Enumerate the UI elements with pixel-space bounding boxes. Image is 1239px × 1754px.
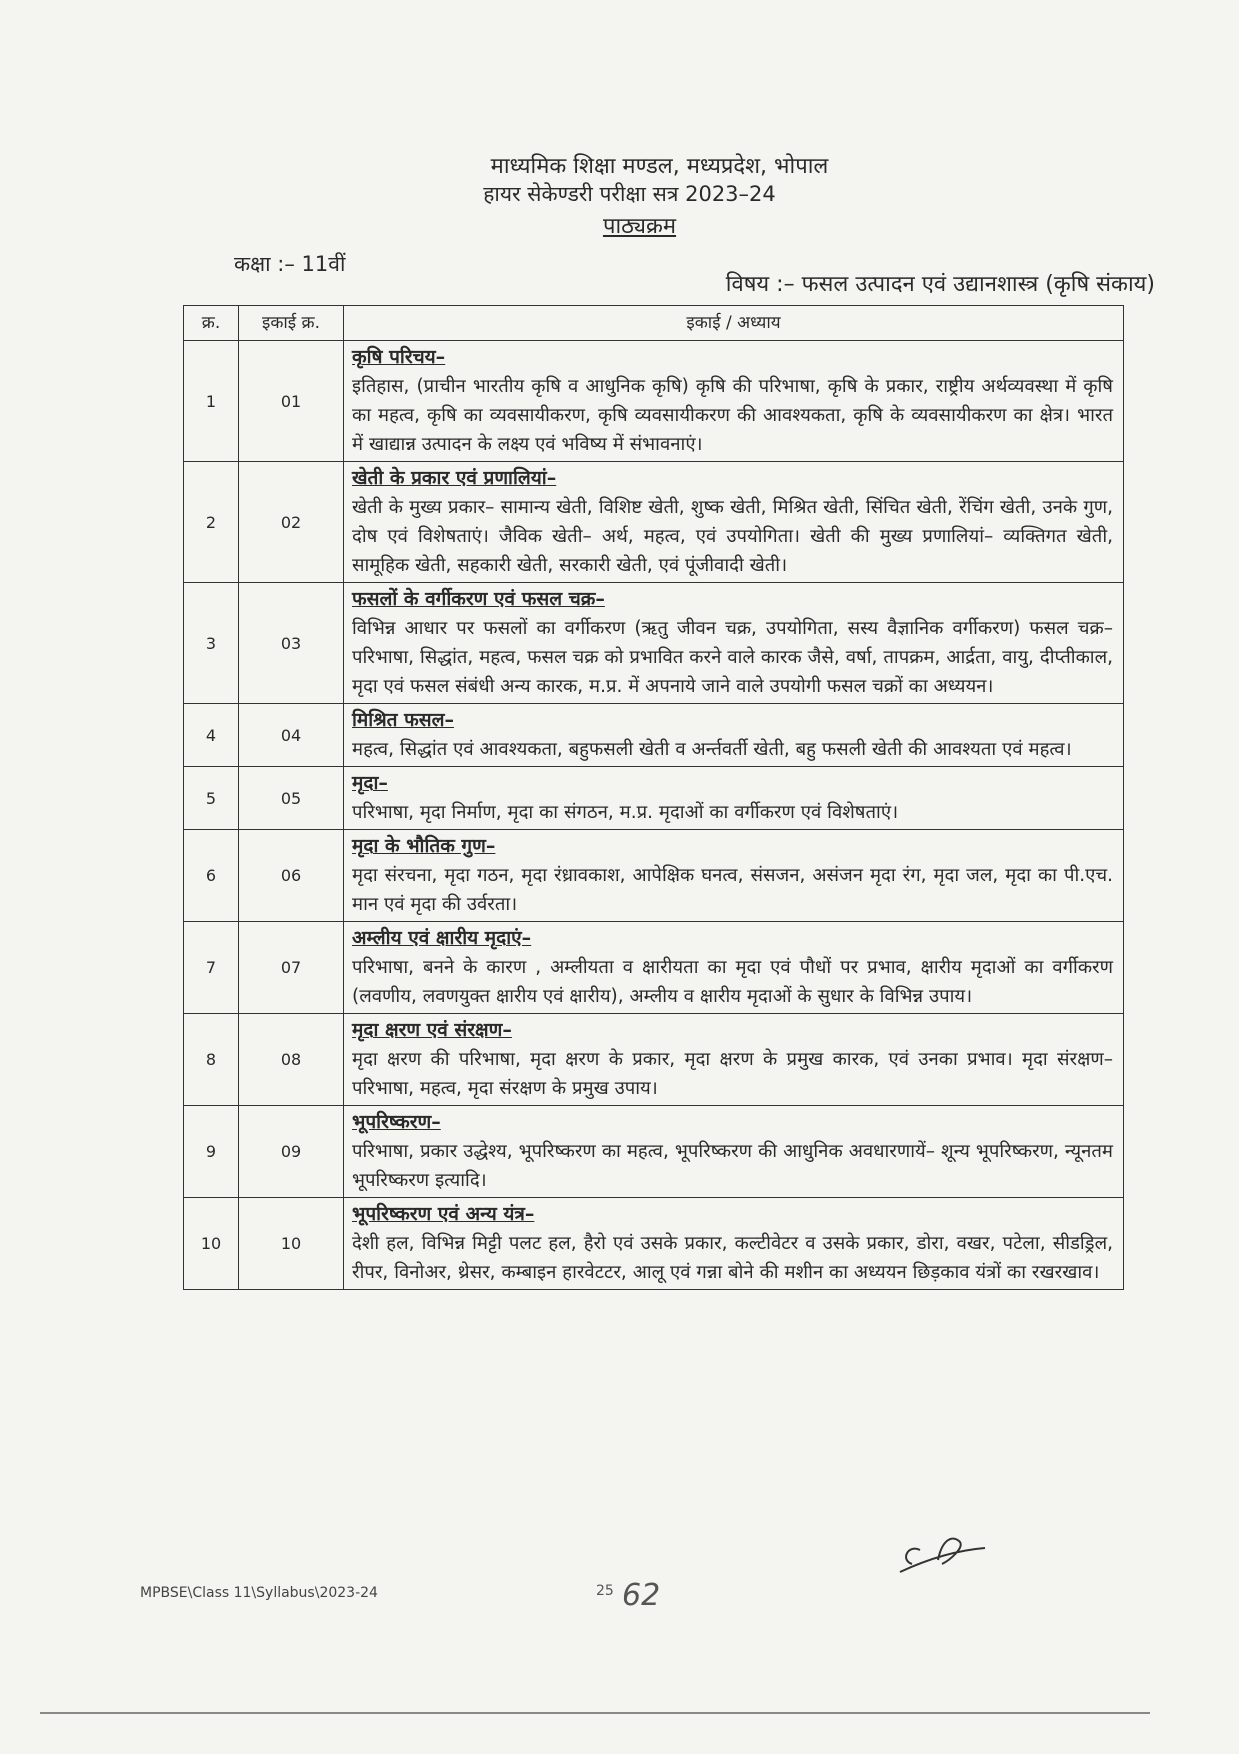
page-number-small: 25 bbox=[596, 1583, 614, 1599]
row-unit-number: 05 bbox=[239, 767, 344, 830]
page-title: पाठ्यक्रम bbox=[602, 214, 677, 239]
row-chapter bbox=[344, 1106, 1124, 1198]
unit-title: फसलों के वर्गीकरण एवं फसल चक्र– bbox=[352, 588, 605, 610]
unit-content: मृदा संरचना, मृदा गठन, मृदा रंध्रावकाश, आपेक्षिक घनत्व, संसजन, असंजन मृदा रंग, मृदा जल, मृदा का पी.एच. मान एवं मृदा की उर्वरता। bbox=[352, 865, 1113, 915]
table-row bbox=[184, 1106, 1124, 1198]
file-path: MPBSE\Class 11\Syllabus\2023-24 bbox=[140, 1585, 378, 1601]
row-serial: 8 bbox=[184, 1014, 239, 1106]
bottom-divider bbox=[40, 1712, 1150, 1714]
row-chapter bbox=[344, 830, 1124, 922]
row-unit-number: 04 bbox=[239, 704, 344, 767]
unit-content: विभिन्न आधार पर फसलों का वर्गीकरण (ऋतु जीवन चक्र, उपयोगिता, सस्य वैज्ञानिक वर्गीकरण) फसल चक्र– परिभाषा, सिद्धांत, महत्व, फसल चक्र को प्रभावित करने वाले कारक जैसे, वर्षा, तापक्रम, आर्द्रता, वायु, दीप्तीकाल, मृदा एवं फसल संबंधी अन्य कारक, म.प्र. में अपनाये जाने वाले उपयोगी फसल चक्रों का अध्ययन। bbox=[352, 618, 1113, 697]
row-chapter bbox=[344, 1014, 1124, 1106]
unit-content: मृदा क्षरण की परिभाषा, मृदा क्षरण के प्रकार, मृदा क्षरण के प्रमुख कारक, एवं उनका प्रभाव। मृदा संरक्षण– परिभाषा, महत्व, मृदा संरक्षण के प्रमुख उपाय। bbox=[352, 1049, 1113, 1099]
unit-title: भूपरिष्करण एवं अन्य यंत्र– bbox=[352, 1203, 535, 1225]
unit-title: मृदा क्षरण एवं संरक्षण– bbox=[352, 1019, 512, 1041]
row-unit-number: 06 bbox=[239, 830, 344, 922]
row-serial: 2 bbox=[184, 462, 239, 583]
table-row bbox=[184, 767, 1124, 830]
row-chapter bbox=[344, 1198, 1124, 1290]
syllabus-table bbox=[183, 305, 1124, 1290]
row-serial: 5 bbox=[184, 767, 239, 830]
table-row bbox=[184, 341, 1124, 462]
col-header-sn: क्र. bbox=[184, 306, 239, 341]
row-serial: 6 bbox=[184, 830, 239, 922]
row-chapter bbox=[344, 462, 1124, 583]
page-number: 62 bbox=[622, 1578, 661, 1613]
row-unit-number: 08 bbox=[239, 1014, 344, 1106]
row-unit-number: 02 bbox=[239, 462, 344, 583]
subject-label: विषय :– फसल उत्पादन एवं उद्यानशास्त्र (कृषि संकाय) bbox=[725, 272, 1155, 297]
col-header-chapter: इकाई / अध्याय bbox=[344, 306, 1124, 341]
row-unit-number: 03 bbox=[239, 583, 344, 704]
col-header-unit: इकाई क्र. bbox=[239, 306, 344, 341]
unit-content: देशी हल, विभिन्न मिट्टी पलट हल, हैरो एवं उसके प्रकार, कल्टीवेटर व उसके प्रकार, डोरा, वखर, पटेला, सीडड्रिल, रीपर, विनोअर, थ्रेसर, कम्बाइन हारवेटटर, आलू एवं गन्ना बोने की मशीन का अध्ययन छिड़काव यंत्रों का रखरखाव। bbox=[352, 1233, 1113, 1283]
row-unit-number: 01 bbox=[239, 341, 344, 462]
class-label: कक्षा :– 11वीं bbox=[234, 252, 346, 276]
unit-title: मृदा– bbox=[352, 772, 388, 794]
table-row bbox=[184, 922, 1124, 1014]
row-serial: 3 bbox=[184, 583, 239, 704]
unit-content: परिभाषा, मृदा निर्माण, मृदा का संगठन, म.प्र. मृदाओं का वर्गीकरण एवं विशेषताएं। bbox=[352, 802, 899, 823]
row-serial: 7 bbox=[184, 922, 239, 1014]
row-serial: 1 bbox=[184, 341, 239, 462]
unit-content: परिभाषा, प्रकार उद्धेश्य, भूपरिष्करण का महत्व, भूपरिष्करण की आधुनिक अवधारणायें– शून्य भूपरिष्करण, न्यूनतम भूपरिष्करण इत्यादि। bbox=[352, 1141, 1113, 1191]
table-row bbox=[184, 462, 1124, 583]
row-chapter bbox=[344, 341, 1124, 462]
row-serial: 4 bbox=[184, 704, 239, 767]
signature bbox=[890, 1520, 1010, 1594]
unit-title: मिश्रित फसल– bbox=[352, 709, 454, 731]
row-serial: 10 bbox=[184, 1198, 239, 1290]
unit-title: अम्लीय एवं क्षारीय मृदाएं– bbox=[352, 927, 532, 949]
unit-title: मृदा के भौतिक गुण– bbox=[352, 835, 496, 857]
table-row bbox=[184, 583, 1124, 704]
unit-content: महत्व, सिद्धांत एवं आवश्यकता, बहुफसली खेती व अर्न्तवर्ती खेती, बहु फसली खेती की आवश्यता एवं महत्व। bbox=[352, 739, 1072, 760]
row-chapter bbox=[344, 704, 1124, 767]
row-chapter bbox=[344, 767, 1124, 830]
row-unit-number: 09 bbox=[239, 1106, 344, 1198]
exam-session: हायर सेकेण्डरी परीक्षा सत्र 2023–24 bbox=[483, 182, 776, 206]
row-unit-number: 10 bbox=[239, 1198, 344, 1290]
table-row bbox=[184, 830, 1124, 922]
row-chapter bbox=[344, 922, 1124, 1014]
table-row bbox=[184, 1014, 1124, 1106]
unit-content: खेती के मुख्य प्रकार– सामान्य खेती, विशिष्ट खेती, शुष्क खेती, मिश्रित खेती, सिंचित खेती, रेंचिंग खेती, उनके गुण, दोष एवं विशेषताएं। जैविक खेती– अर्थ, महत्व, एवं उपयोगिता। खेती की मुख्य प्रणालियां– व्यक्तिगत खेती, सामूहिक खेती, सहकारी खेती, सरकारी खेती, एवं पूंजीवादी खेती। bbox=[352, 497, 1113, 576]
unit-title: खेती के प्रकार एवं प्रणालियां– bbox=[352, 467, 557, 489]
table-row bbox=[184, 704, 1124, 767]
unit-content: इतिहास, (प्राचीन भारतीय कृषि व आधुनिक कृषि) कृषि की परिभाषा, कृषि के प्रकार, राष्ट्रीय अर्थव्यवस्था में कृषि का महत्व, कृषि का व्यवसायीकरण, कृषि व्यवसायीकरण की आवश्यकता, कृषि के व्यवसायीकरण का क्षेत्र। भारत में खाद्यान्न उत्पादन के लक्ष्य एवं भविष्य में संभावनाएं। bbox=[352, 376, 1113, 455]
board-name: माध्यमिक शिक्षा मण्डल, मध्यप्रदेश, भोपाल bbox=[490, 154, 829, 179]
row-unit-number: 07 bbox=[239, 922, 344, 1014]
row-serial: 9 bbox=[184, 1106, 239, 1198]
unit-content: परिभाषा, बनने के कारण , अम्लीयता व क्षारीयता का मृदा एवं पौधों पर प्रभाव, क्षारीय मृदाओं का वर्गीकरण (लवणीय, लवणयुक्त क्षारीय एवं क्षारीय), अम्लीय व क्षारीय मृदाओं के सुधार के विभिन्न उपाय। bbox=[352, 957, 1113, 1007]
table-row bbox=[184, 1198, 1124, 1290]
table-header-row bbox=[184, 306, 1124, 341]
row-chapter bbox=[344, 583, 1124, 704]
unit-title: भूपरिष्करण– bbox=[352, 1111, 441, 1133]
unit-title: कृषि परिचय– bbox=[352, 346, 446, 368]
